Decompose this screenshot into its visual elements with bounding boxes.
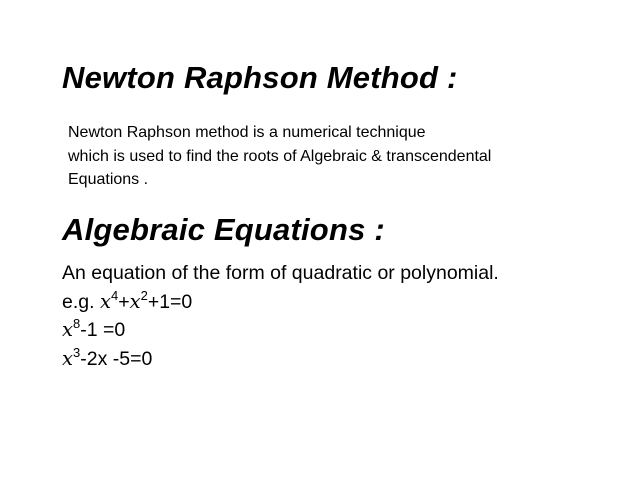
variable-x: x: [62, 318, 73, 341]
description-paragraph: [68, 121, 491, 192]
example-equation-2: [62, 316, 499, 345]
example-equation-1: [62, 288, 499, 317]
variable-x: x: [99, 289, 111, 313]
slide-title: Newton Raphson Method :: [62, 60, 458, 95]
variable-x: x: [129, 289, 141, 313]
equation-rest: +1=0: [147, 290, 193, 313]
equations-block: [62, 260, 499, 373]
plus-sign: +: [118, 290, 130, 313]
exponent: 2: [140, 287, 148, 303]
equation-rest: -1 =0: [80, 319, 126, 341]
equation-rest: -2x -5=0: [80, 347, 153, 370]
exponent: 4: [110, 287, 119, 303]
section-heading: Algebraic Equations :: [62, 212, 385, 247]
description-line: which is used to find the roots of Algebraic & transcendental: [68, 147, 492, 165]
exponent: 3: [73, 344, 81, 360]
description-line: Newton Raphson method is a numerical technique: [68, 124, 426, 141]
example-prefix: e.g.: [62, 290, 100, 313]
exponent: 8: [73, 316, 81, 331]
example-equation-3: [62, 345, 499, 374]
description-line: Equations .: [68, 171, 149, 188]
variable-x: x: [62, 346, 73, 370]
definition-line: An equation of the form of quadratic or polynomial.: [62, 262, 499, 284]
